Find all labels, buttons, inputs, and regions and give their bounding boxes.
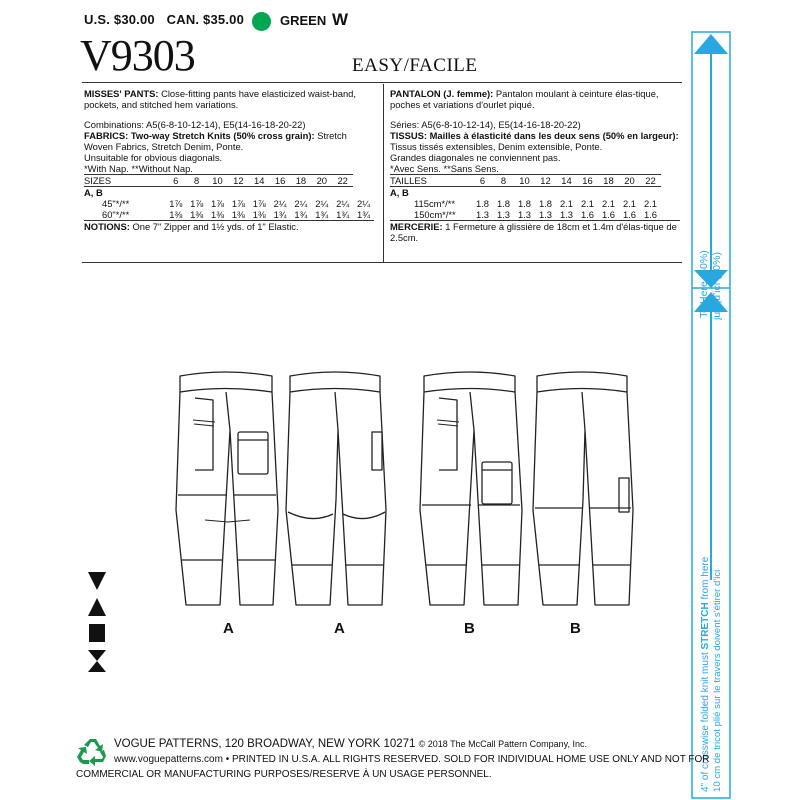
- gauge-upper-text: [698, 250, 726, 400]
- view-label-a-front: A: [223, 620, 234, 637]
- arrow-up-icon: [694, 34, 728, 54]
- table-row: 150cm*/** 1.3 1.3 1.3 1.3 1.3 1.6 1.6 1.6 1.6: [414, 209, 658, 220]
- view-label-a-back: A: [334, 620, 345, 637]
- english-description: MISSES' PANTS: Close-fitting pants have elasticized waist-band, pockets, and stitched hem variations.: [84, 88, 356, 110]
- hourglass-icon: [88, 650, 106, 672]
- w-mark: W: [332, 10, 349, 29]
- french-nap-note: *Avec Sens. **Sans Sens.: [390, 163, 499, 174]
- triangle-down-icon: [88, 572, 106, 590]
- sizes-label: SIZES: [84, 175, 165, 187]
- price-can: CAN. $35.00: [166, 12, 245, 27]
- footer-notice-line: www.voguepatterns.com • PRINTED IN U.S.A. ALL RIGHTS RESERVED. SOLD FOR INDIVIDUAL HOME USE ONLY AND NOT FOR: [114, 754, 710, 765]
- view-label-b-front: B: [464, 620, 475, 637]
- pants-view-b-front: [420, 372, 522, 605]
- recycle-icon: [76, 736, 110, 770]
- gauge-to-here-fr: jusqu'ici (50%): [711, 252, 723, 320]
- english-combinations: Combinations: A5(6-8-10-12-14), E5(14-16-18-20-22): [84, 119, 306, 130]
- color-label: GREEN: [280, 13, 327, 28]
- table-row: A, B: [390, 187, 409, 198]
- difficulty-label: EASY/FACILE: [352, 55, 478, 76]
- french-title: PANTALON (J. femme):: [390, 88, 494, 99]
- company-address: VOGUE PATTERNS, 120 BROADWAY, NEW YORK 10271: [114, 738, 416, 750]
- gauge-stretch-en: 4" of crosswise folded knit must STRETCH from here: [700, 556, 711, 792]
- table-row: 115cm*/** 1.8 1.8 1.8 1.8 2.1 2.1 2.1 2.1 2.1: [414, 198, 658, 209]
- french-series: Séries: A5(6-8-10-12-14), E5(14-16-18-20-22): [390, 119, 581, 130]
- table-row: A, B: [84, 187, 103, 198]
- footer-company-line: [114, 738, 587, 750]
- price-us: U.S. $30.00: [84, 12, 155, 27]
- french-mercerie: MERCERIE: 1 Fermeture à glissière de 18cm et 1.4m d'élas-tique de 2.5cm.: [390, 220, 680, 243]
- french-tissus: TISSUS: Mailles à élasticité dans les deux sens (50% en largeur): Tissus tissés extensibles, Denim extensible, Ponte.: [390, 130, 679, 152]
- pants-view-a-back: [286, 372, 386, 605]
- english-fabrics: FABRICS: Two-way Stretch Knits (50% cross grain): Stretch Woven Fabrics, Stretch Denim, Ponte.: [84, 130, 347, 152]
- tailles-label: TAILLES: [390, 175, 472, 187]
- french-diagonals: Grandes diagonales ne conviennent pas.: [390, 152, 561, 163]
- footer-notice-line-2: COMMERCIAL OR MANUFACTURING PURPOSES/RESERVE À UN USAGE PERSONNEL.: [76, 769, 492, 780]
- table-row: 60"*/** 1⅜ 1⅜ 1⅜ 1⅜ 1⅜ 1¾ 1¾ 1¾ 1¾ 1¾: [102, 209, 371, 220]
- pants-view-b-back: [533, 372, 633, 605]
- pants-view-a-front: [176, 372, 278, 605]
- english-title: MISSES' PANTS:: [84, 88, 159, 99]
- pattern-number: V9303: [80, 31, 195, 80]
- view-label-b-back: B: [570, 620, 581, 637]
- legend-symbols: [82, 568, 112, 678]
- copyright: © 2018 The McCall Pattern Company, Inc.: [418, 739, 588, 749]
- square-icon: [89, 624, 105, 642]
- french-description: PANTALON (J. femme): Pantalon moulant à ceinture élas-tique, poches et variations d'ourlet piqué.: [390, 88, 659, 110]
- table-row: SIZES 6 8 10 12 14 16 18 20 22: [84, 175, 374, 187]
- gauge-to-here-en: To Here (50%): [698, 250, 710, 318]
- gauge-stretch-fr: 10 cm de tricot plié sur le travers doivent s'étirer d'ici: [712, 569, 723, 792]
- english-notions: NOTIONS: One 7" Zipper and 1½ yds. of 1" Elastic.: [84, 220, 374, 232]
- english-unsuitable: Unsuitable for obvious diagonals.: [84, 152, 223, 163]
- website-link[interactable]: www.voguepatterns.com: [114, 754, 223, 765]
- english-nap-note: *With Nap. **Without Nap.: [84, 163, 193, 174]
- triangle-up-icon: [88, 598, 106, 616]
- table-row: 45"*/** 1⅞ 1⅞ 1⅞ 1⅞ 1⅞ 2¼ 2¼ 2¼ 2¼ 2¼: [102, 198, 371, 209]
- table-row: TAILLES 6 8 10 12 14 16 18 20 22: [390, 175, 661, 187]
